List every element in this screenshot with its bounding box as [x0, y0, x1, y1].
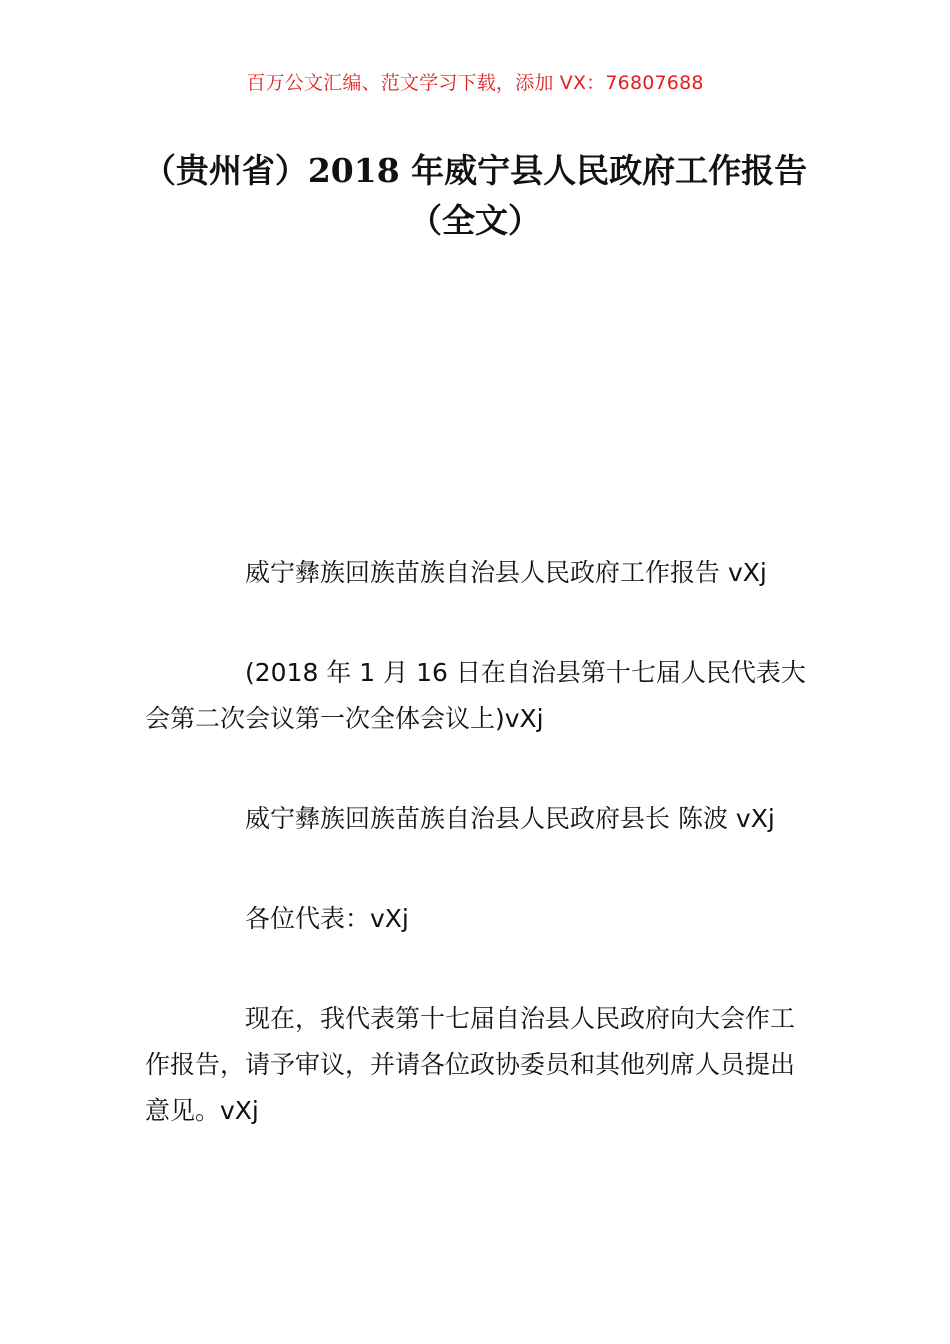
document-title: （贵州省）2018 年威宁县人民政府工作报告（全文） — [142, 151, 808, 240]
salutation-paragraph: 各位代表：vXj — [245, 904, 409, 933]
document-body — [145, 550, 810, 1188]
opening-paragraph: 现在，我代表第十七届自治县人民政府向大会作工作报告，请予审议，并请各位政协委员和其他列席人员提出意见。vXj — [145, 1004, 796, 1125]
speaker-paragraph: 威宁彝族回族苗族自治县人民政府县长 陈波 vXj — [245, 804, 775, 833]
header-note: 百万公文汇编、范文学习下载，添加 VX：76807688 — [246, 72, 704, 94]
report-heading-paragraph: 威宁彝族回族苗族自治县人民政府工作报告 vXj — [245, 558, 767, 587]
meeting-date-paragraph: (2018 年 1 月 16 日在自治县第十七届人民代表大会第二次会议第一次全体会议上)vXj — [145, 658, 806, 733]
